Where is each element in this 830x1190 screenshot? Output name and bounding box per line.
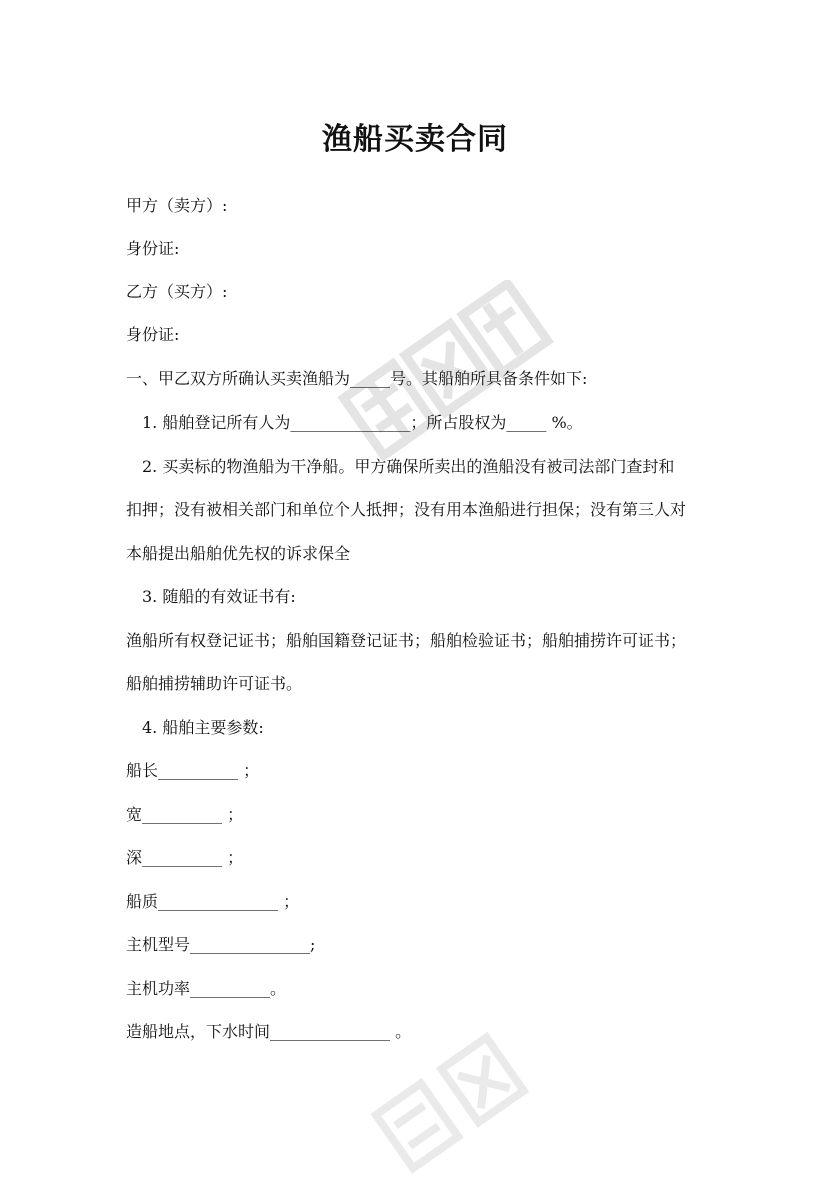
party-b-label: 乙方（买方）:: [126, 282, 228, 301]
item-2-line-2: 扣押；没有被相关部门和单位个人抵押；没有用本渔船进行担保；没有第三人对: [126, 500, 687, 519]
item-3: 3. 随船的有效证书有:: [142, 587, 296, 606]
party-a-id-label: 身份证:: [126, 239, 180, 258]
param-width: 宽__________ ；: [126, 805, 244, 824]
param-build-place-date: 造船地点，下水时间_______________ 。: [126, 1022, 412, 1041]
param-engine-model: 主机型号_______________;: [126, 935, 316, 954]
watermark-graphic-bottom: [360, 1030, 580, 1190]
document-title: 渔船买卖合同: [322, 122, 508, 157]
party-a-label: 甲方（卖方）:: [126, 196, 228, 215]
clause-intro: 一、甲乙双方所确认买卖渔船为_____号。其船舶所具备条件如下:: [126, 369, 588, 388]
param-engine-power: 主机功率__________。: [126, 979, 287, 998]
certificates-line-1: 渔船所有权登记证书；船舶国籍登记证书；船舶检验证书；船舶捕捞许可证书；: [126, 631, 687, 650]
item-2-line-1: 2. 买卖标的物渔船为干净船。甲方确保所卖出的渔船没有被司法部门查封和: [142, 457, 675, 476]
item-1: 1. 船舶登记所有人为_______________；所占股权为_____ %。: [142, 413, 583, 432]
param-material: 船质_______________ ；: [126, 892, 300, 911]
certificates-line-2: 船舶捕捞辅助许可证书。: [126, 674, 303, 693]
param-length: 船长__________ ；: [126, 761, 260, 780]
item-4: 4. 船舶主要参数:: [142, 718, 264, 737]
party-b-id-label: 身份证:: [126, 325, 180, 344]
item-2-line-3: 本船提出船舶优先权的诉求保全: [126, 544, 351, 563]
param-depth: 深__________ ；: [126, 848, 244, 867]
